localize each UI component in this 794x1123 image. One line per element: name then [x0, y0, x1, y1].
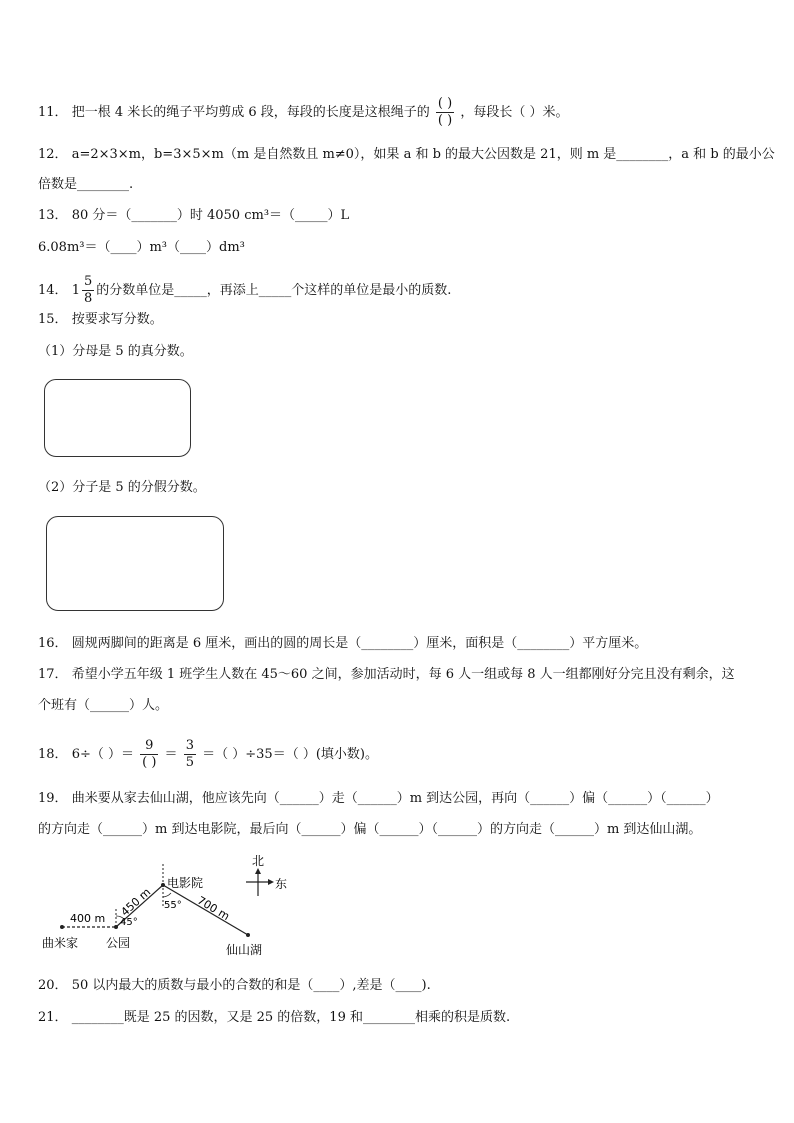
- compass-north-label: 北: [252, 854, 265, 868]
- q19-number: 19．: [38, 791, 68, 806]
- q20-text: 50 以内最大的质数与最小的合数的和是（____）,差是（____).: [71, 978, 431, 993]
- q18-number: 18．: [38, 747, 68, 762]
- q19-line1: 曲米要从家去仙山湖，他应该先向（______）走（______）m 到达公园，再向（______）偏（______）（______）: [71, 791, 719, 806]
- route-map-diagram: [20, 852, 320, 962]
- angle-arc-cinema: [163, 893, 171, 897]
- map-label-angle1: 45°: [120, 917, 138, 928]
- q15-part1: （1）分母是 5 的真分数。: [38, 344, 193, 359]
- q19-line2: 的方向走（______）m 到达电影院，最后向（______）偏（______）（______）的方向走（______）m 到达仙山湖。: [38, 822, 702, 837]
- q21-number: 21．: [38, 1010, 68, 1025]
- q20-number: 20．: [38, 978, 68, 993]
- q14-fraction: [82, 274, 94, 307]
- q15-part2: （2）分子是 5 的分假分数。: [38, 480, 206, 495]
- q11-fraction: [436, 96, 454, 129]
- q17-number: 17．: [38, 667, 68, 682]
- q14-text: 的分数单位是_____，再添上_____个这样的单位是最小的质数.: [96, 283, 452, 298]
- q17-line2: 个班有（______）人。: [38, 698, 169, 713]
- question-16: [38, 635, 647, 653]
- q11-text-b: ，每段长（ ）米。: [460, 105, 569, 120]
- q18-fraction-1-denominator[interactable]: ( ): [142, 755, 157, 770]
- question-11: [38, 96, 568, 129]
- compass-icon: [246, 868, 274, 896]
- map-label-park: 公园: [106, 936, 131, 950]
- question-14: [38, 274, 451, 307]
- question-20: [38, 977, 431, 995]
- map-label-home: 曲米家: [42, 936, 79, 950]
- map-label-angle2: 55°: [164, 900, 182, 911]
- q12-line1: a=2×3×m，b=3×5×m（m 是自然数且 m≠0），如果 a 和 b 的最大公因数是 21，则 m 是________，a 和 b 的最小公: [71, 147, 775, 162]
- q16-number: 16．: [38, 636, 68, 651]
- q14-whole: 1: [71, 283, 80, 298]
- q18-fraction-2-numerator: 3: [185, 738, 194, 753]
- q16-text: 圆规两脚间的距离是 6 厘米，画出的圆的周长是（________）厘米，面积是（________）平方厘米。: [71, 636, 648, 651]
- question-17: [38, 666, 735, 684]
- map-label-d3: 700 m: [194, 893, 232, 924]
- q17-line1: 希望小学五年级 1 班学生人数在 45～60 之间，参加活动时，每 6 人一组或每 8 人一组都刚好分完且没有剩余，这: [71, 667, 735, 682]
- q13-line1: 80 分＝（_______）时 4050 cm³＝（_____）L: [71, 208, 350, 223]
- map-label-d1: 400 m: [70, 912, 106, 925]
- q18-text-b: ＝（ ）÷35＝（ ）(填小数)。: [202, 747, 378, 762]
- question-12: [38, 146, 775, 164]
- compass-east-label: 东: [275, 877, 288, 891]
- q15-answer-box-1[interactable]: [44, 379, 191, 457]
- q12-number: 12．: [38, 147, 68, 162]
- question-13: [38, 207, 349, 225]
- q14-fraction-denominator: 8: [83, 291, 93, 306]
- home-point: [60, 925, 64, 929]
- q11-fraction-denominator[interactable]: ( ): [437, 113, 453, 128]
- question-18: [38, 738, 378, 771]
- q18-fraction-1-numerator: 9: [140, 738, 158, 755]
- map-label-cinema: 电影院: [167, 876, 204, 890]
- q18-equals: ＝: [164, 747, 178, 762]
- q21-text: ________既是 25 的因数，又是 25 的倍数，19 和________相乘的积是质数.: [71, 1010, 511, 1025]
- q13-number: 13．: [38, 208, 68, 223]
- q15-number: 15．: [38, 312, 68, 327]
- q18-fraction-1: [140, 738, 158, 771]
- question-21: [38, 1009, 510, 1027]
- q18-fraction-2: [184, 738, 196, 771]
- q11-number: 11．: [38, 105, 68, 120]
- map-label-d2: 450 m: [118, 885, 154, 919]
- q14-number: 14．: [38, 283, 68, 298]
- question-15: [38, 311, 163, 329]
- q12-line2: 倍数是________.: [38, 177, 134, 192]
- q11-fraction-numerator[interactable]: ( ): [437, 96, 453, 111]
- lake-point: [246, 933, 250, 937]
- q13-line2: 6.08m³＝（____）m³（____）dm³: [38, 240, 245, 255]
- q15-answer-box-2[interactable]: [46, 516, 224, 611]
- question-19: [38, 790, 719, 808]
- map-label-lake: 仙山湖: [226, 943, 263, 957]
- q18-text-a: 6÷（ ）＝: [71, 747, 134, 762]
- q18-fraction-2-denominator: 5: [185, 755, 194, 770]
- q15-title: 按要求写分数。: [71, 312, 163, 327]
- q11-text-a: 把一根 4 米长的绳子平均剪成 6 段，每段的长度是这根绳子的: [71, 105, 430, 120]
- q14-fraction-numerator: 5: [83, 274, 93, 289]
